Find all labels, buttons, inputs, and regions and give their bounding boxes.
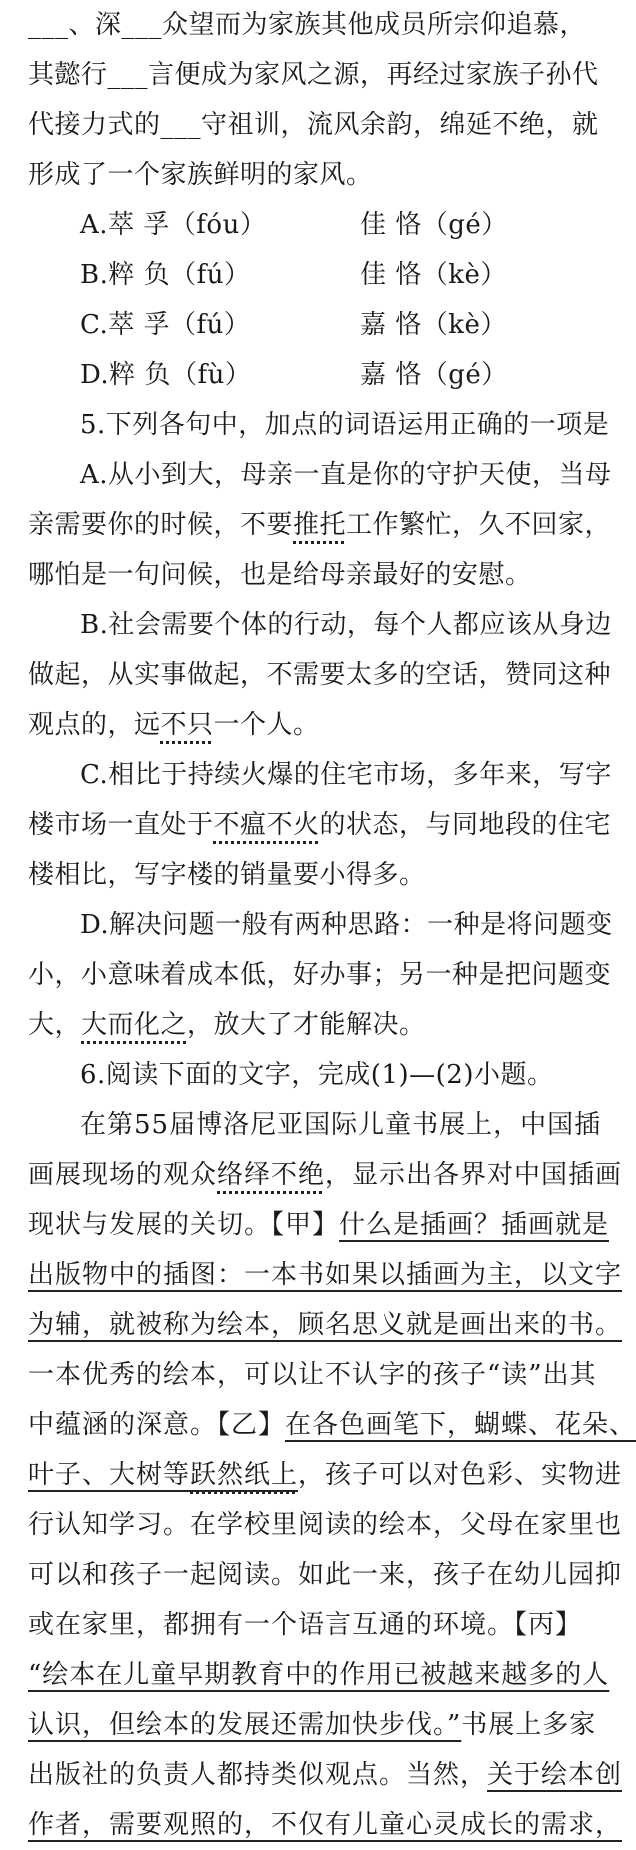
q5-c-text-rest: 的状态，与同地段的住宅 — [319, 810, 612, 840]
option-b — [28, 250, 586, 300]
q5-a-dotted-word: 推托 — [293, 510, 347, 540]
option-d-part2: 嘉 恪（gé） — [360, 360, 508, 390]
q5-b-text-rest: 一个人。 — [213, 710, 320, 740]
q6-passage-line-2 — [28, 1150, 623, 1200]
q6-p13-underlined: 认识，但绘本的发展还需加快步伐。” — [28, 1710, 462, 1740]
q5-a-line-3: 哪怕是一句问候，也是给母亲最好的安慰。 — [28, 560, 532, 590]
q6-passage-line-5 — [28, 1300, 623, 1350]
text-line-2: 其懿行___言便成为家风之源，再经过家族子孙代 — [28, 60, 599, 90]
q6-p7-text: 中蕴涵的深意。【乙】 — [28, 1410, 286, 1440]
question-6-title: 6.阅读下面的文字，完成(1)—(2)小题。 — [80, 1060, 554, 1090]
option-c-part1: C.萃 孚（fú） — [80, 310, 251, 340]
q6-p4-underlined: 出版物中的插图：一本书如果以插画为主，以文字 — [28, 1260, 623, 1290]
q5-d-line-2: 小，小意味着成本低，好办事；另一种是把问题变 — [28, 960, 612, 990]
q5-a-line-1: A.从小到大，母亲一直是你的守护天使，当母 — [80, 460, 612, 490]
q6-p8-underlined — [28, 1460, 298, 1490]
q5-c-line-2 — [28, 800, 612, 850]
q6-passage-line-8 — [28, 1450, 623, 1500]
question-5-title: 5.下列各句中，加点的词语运用正确的一项是 — [80, 410, 610, 440]
q6-p3-underlined: 什么是插画？插画就是 — [339, 1210, 610, 1240]
option-a-part2: 佳 恪（gé） — [360, 210, 508, 240]
q5-c-text: 楼市场一直处于 — [28, 810, 214, 840]
q5-b-line-3 — [28, 700, 586, 750]
text-line-1: ___、深___众望而为家族其他成员所宗仰追慕， — [28, 10, 587, 40]
q6-passage-line-13 — [28, 1700, 597, 1750]
text-line-3: 代接力式的___守祖训，流风余韵，绵延不绝，就 — [28, 110, 599, 140]
q5-c-line-1: C.相比于持续火爆的住宅市场，多年来，写字 — [80, 760, 612, 790]
q5-b-text: 观点的，远 — [28, 710, 161, 740]
q6-passage-line-12 — [28, 1650, 610, 1700]
q6-p2-text: 画展现场的观众 — [28, 1160, 218, 1190]
q6-passage-line-1: 在第55届博洛尼亚国际儿童书展上，中国插 — [80, 1110, 602, 1140]
q6-p14-text: 出版社的负责人都持类似观点。当然， — [28, 1760, 488, 1790]
q6-p3-text: 现状与发展的关切。【甲】 — [28, 1210, 340, 1240]
q5-d-line-3 — [28, 1000, 586, 1050]
option-c — [28, 300, 586, 350]
q5-b-dotted-word: 不只 — [160, 710, 214, 740]
q6-p8-dotted-word: 跃然纸上 — [190, 1460, 299, 1490]
q6-p8-underlined-text: 叶子、大树等 — [28, 1460, 191, 1490]
q6-passage-line-6: 一本优秀的绘本，可以让不认字的孩子“读”出其 — [28, 1360, 597, 1390]
text-line-4: 形成了一个家族鲜明的家风。 — [28, 160, 373, 190]
option-c-part2: 嘉 恪（kè） — [360, 310, 507, 340]
q6-p15-underlined: 作者，需要观照的，不仅有儿童心灵成长的需求， — [28, 1810, 623, 1840]
q5-d-dotted-word: 大而化之 — [81, 1010, 188, 1040]
q5-a-text-rest: 工作繁忙，久不回家， — [346, 510, 612, 540]
q6-passage-line-14 — [28, 1750, 623, 1800]
q5-d-text: 大， — [28, 1010, 82, 1040]
q6-passage-line-4 — [28, 1250, 623, 1300]
option-a-part1: A.萃 孚（fóu） — [80, 210, 267, 240]
q6-passage-line-11: 或在家里，都拥有一个语言互通的环境。【丙】 — [28, 1610, 583, 1640]
option-b-part2: 佳 恪（kè） — [360, 260, 507, 290]
q5-a-text: 亲需要你的时候，不要 — [28, 510, 294, 540]
q6-passage-line-10: 可以和孩子一起阅读。如此一来，孩子在幼儿园抑 — [28, 1560, 623, 1590]
q6-passage-line-3 — [28, 1200, 610, 1250]
q6-p12-underlined: “绘本在儿童早期教育中的作用已被越来越多的人 — [28, 1660, 610, 1690]
q6-p7-underlined: 在各色画笔下，蝴蝶、花朵、 — [285, 1410, 636, 1440]
q6-p14-underlined: 关于绘本创 — [487, 1760, 623, 1790]
q5-d-text-rest: ，放大了才能解决。 — [187, 1010, 426, 1040]
q6-passage-line-15 — [28, 1800, 623, 1850]
q6-p13-text-rest: 书展上多家 — [461, 1710, 597, 1740]
q5-c-dotted-word: 不瘟不火 — [213, 810, 320, 840]
q5-a-line-2 — [28, 500, 612, 550]
option-a — [28, 200, 586, 250]
q5-d-line-1: D.解决问题一般有两种思路：一种是将问题变 — [80, 910, 613, 940]
option-d — [28, 350, 586, 400]
q5-c-line-3: 楼相比，写字楼的销量要小得多。 — [28, 860, 426, 890]
q6-p8-text-rest: ，孩子可以对色彩、实物进 — [298, 1460, 623, 1490]
q6-passage-line-7 — [28, 1400, 636, 1450]
option-b-part1: B.粹 负（fú） — [80, 260, 251, 290]
q6-p2-dotted-word: 络绎不绝 — [217, 1160, 326, 1190]
q6-p5-underlined: 为辅，就被称为绘本，顾名思义就是画出来的书。 — [28, 1310, 623, 1340]
q6-passage-line-9: 行认知学习。在学校里阅读的绘本，父母在家里也 — [28, 1510, 623, 1540]
option-d-part1: D.粹 负（fù） — [80, 360, 252, 390]
q6-p2-text-rest: ，显示出各界对中国插画 — [325, 1160, 623, 1190]
q5-b-line-2: 做起，从实事做起，不需要太多的空话，赞同这种 — [28, 660, 612, 690]
q5-b-line-1: B.社会需要个体的行动，每个人都应该从身边 — [80, 610, 612, 640]
